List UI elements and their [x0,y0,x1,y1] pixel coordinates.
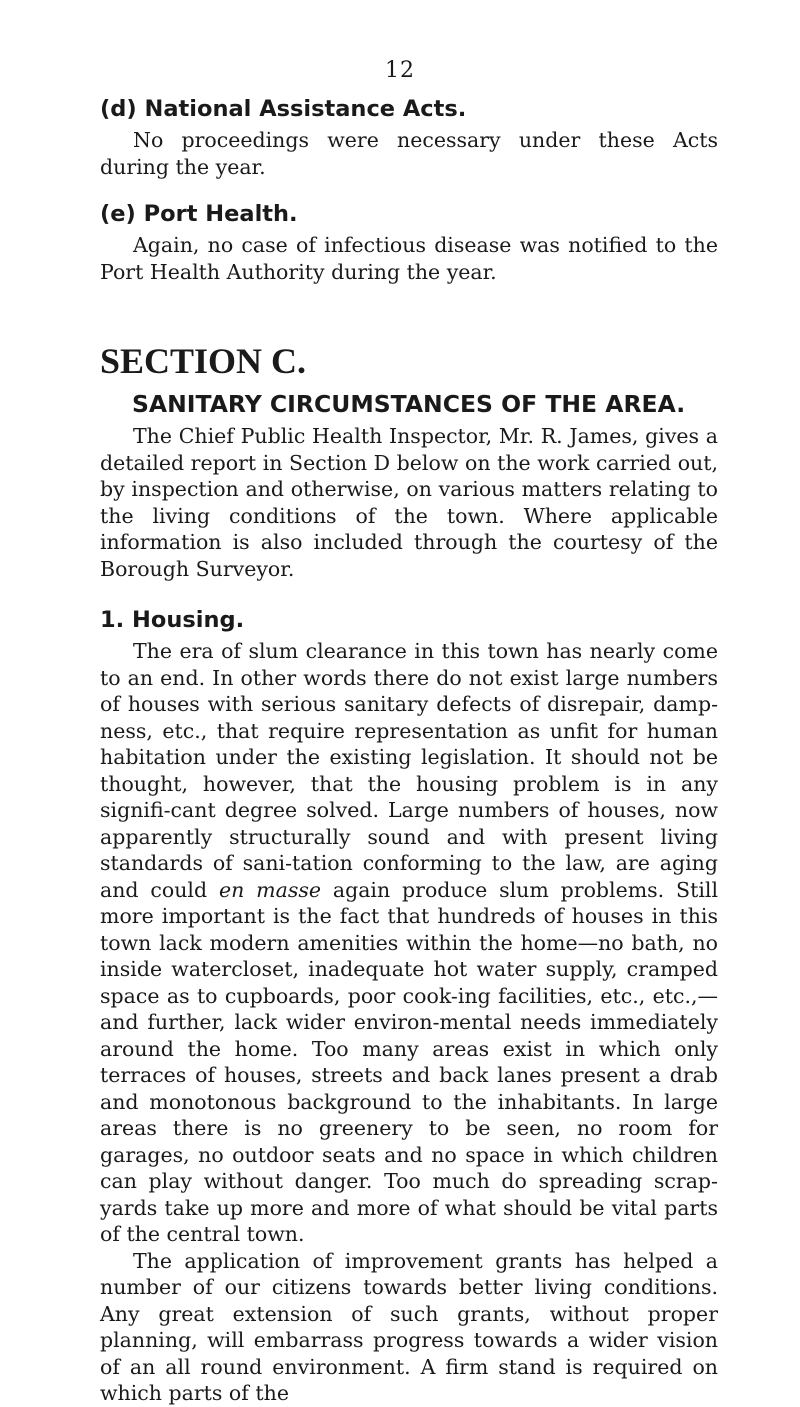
heading-national-assistance-acts: (d) National Assistance Acts. [100,96,467,122]
paragraph-housing-1-part-1: The era of slum clearance in this town has nearly come to an end. In other words there do not exist large numbers of houses with serious sanitary defects of disrepair, damp-ness, etc., that require representation as unfit for human habitation under the existing legislation. It should not be thought, however, that the housing problem is in any signifi-cant degree solved. Large numbers of houses, now apparently structurally sound and with present living standards of sani-tation conforming to the law, are aging and could [100,639,718,902]
section-c-title: SECTION C. [100,341,307,381]
paragraph-housing-1 [100,638,718,1248]
paragraph-sanitary-circumstances: The Chief Public Health Inspector, Mr. R. James, gives a detailed report in Section D below on the work carried out, by inspection and otherwise, on various matters relating to the living conditions of the town. Where applicable information is also included through the courtesy of the Borough Surveyor. [100,424,718,581]
paragraph-national-assistance: No proceedings were necessary under these Acts during the year. [100,128,718,179]
paragraph-housing-1-part-2: again produce slum problems. Still more important is the fact that hundreds of houses in this town lack modern amenities within the home—no bath, no inside watercloset, inadequate hot water supply, cramped space as to cupboards, poor cook-ing facilities, etc., etc.,—and further, lack wider environ-mental needs immediately around the home. Too many areas exist in which only terraces of houses, streets and back lanes present a drab and monotonous background to the inhabitants. In large areas there is no greenery to be seen, no room for garages, no outdoor seats and no space in which children can play without danger. Too much do spreading scrap-yards take up more and more of what should be vital parts of the central town. [100,877,719,1246]
paragraph-housing-1-italic: en masse [218,877,321,902]
heading-housing: 1. Housing. [100,607,245,633]
heading-port-health: (e) Port Health. [100,201,298,227]
page-number: 12 [385,58,415,83]
section-c-subtitle: SANITARY CIRCUMSTANCES OF THE AREA. [132,390,686,418]
paragraph-housing-2: The application of improvement grants has helped a number of our citizens towards better living conditions. Any great extension of such grants, without proper planning, will embarrass progress towards a wider vision of an all round environment. A firm stand is required on which parts of the [100,1248,718,1405]
page-content [100,95,718,1407]
paragraph-port-health: Again, no case of infectious disease was notified to the Port Health Authority during the year. [100,233,718,284]
